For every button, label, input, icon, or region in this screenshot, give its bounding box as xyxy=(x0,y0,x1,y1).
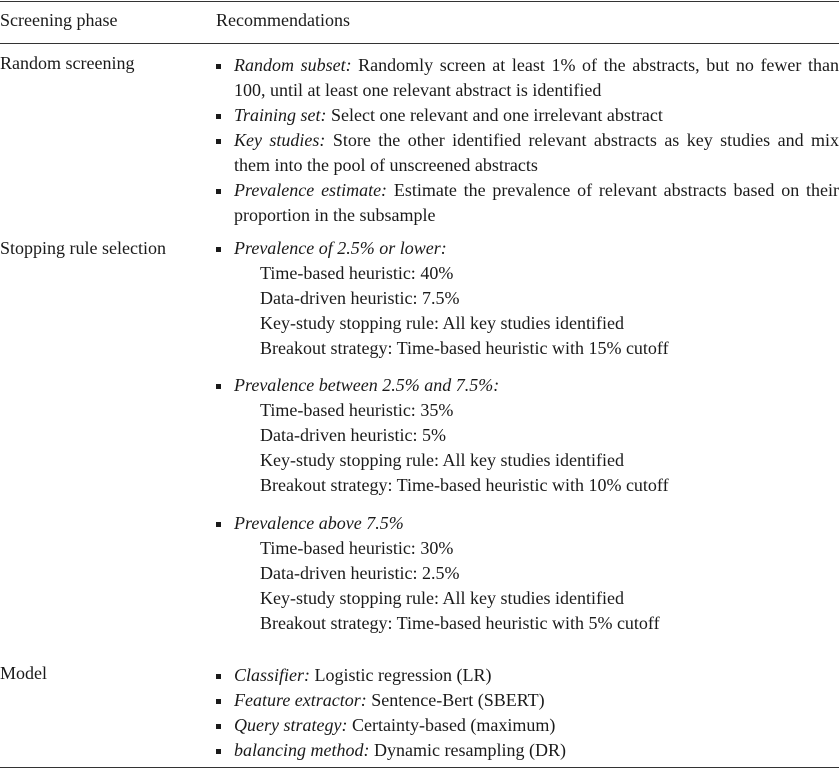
list-item xyxy=(216,713,839,738)
phase-model: Model xyxy=(0,663,47,683)
item-term: Training set: xyxy=(234,105,327,125)
bullet-icon xyxy=(216,663,234,688)
list-item xyxy=(216,53,839,103)
rule-line: Key-study stopping rule: All key studies identified xyxy=(260,313,624,333)
item-term: balancing method: xyxy=(234,740,370,760)
top-rule xyxy=(0,1,839,2)
item-term: Key studies: xyxy=(234,130,326,150)
list-item xyxy=(216,738,839,763)
header-rule xyxy=(0,43,839,44)
item-text: Store the other identified relevant abstracts as key studies and mix them into the pool of unscreened abstracts xyxy=(234,130,839,175)
rule-line: Time-based heuristic: 35% xyxy=(260,400,454,420)
list-item xyxy=(216,103,839,128)
list-item xyxy=(216,128,839,178)
header-screening-phase: Screening phase xyxy=(0,10,118,30)
item-term: Classifier: xyxy=(234,665,311,685)
list-item xyxy=(216,178,839,228)
rule-line: Breakout strategy: Time-based heuristic with 15% cutoff xyxy=(260,338,669,358)
group-term: Prevalence of 2.5% or lower: xyxy=(234,238,447,258)
bullet-icon xyxy=(216,103,234,128)
item-text: Dynamic resampling (DR) xyxy=(373,740,566,760)
bullet-icon xyxy=(216,713,234,738)
list-item xyxy=(216,663,839,688)
item-text: Estimate the prevalence of relevant abstracts based on their proportion in the subsample xyxy=(234,180,839,225)
rule-line: Data-driven heuristic: 7.5% xyxy=(260,288,460,308)
rule-line: Key-study stopping rule: All key studies identified xyxy=(260,588,624,608)
bullet-icon xyxy=(216,373,234,398)
bullet-icon xyxy=(216,688,234,713)
phase-random-screening: Random screening xyxy=(0,53,135,73)
rule-line: Key-study stopping rule: All key studies identified xyxy=(260,450,624,470)
item-term: Random subset: xyxy=(234,55,352,75)
item-text: Logistic regression (LR) xyxy=(314,665,492,685)
bullet-icon xyxy=(216,53,234,78)
bullet-icon xyxy=(216,738,234,763)
group-term: Prevalence above 7.5% xyxy=(234,513,404,533)
bullet-icon xyxy=(216,178,234,203)
item-text: Certainty-based (maximum) xyxy=(351,715,556,735)
bottom-rule xyxy=(0,767,839,768)
item-term: Feature extractor: xyxy=(234,690,367,710)
phase-stopping-rule-selection: Stopping rule selection xyxy=(0,238,166,258)
rule-line: Breakout strategy: Time-based heuristic with 5% cutoff xyxy=(260,613,660,633)
list-item xyxy=(216,236,839,261)
header-recommendations: Recommendations xyxy=(216,10,350,30)
list-item xyxy=(216,688,839,713)
item-text: Sentence-Bert (SBERT) xyxy=(371,690,545,710)
item-text: Select one relevant and one irrelevant abstract xyxy=(331,105,663,125)
bullet-icon xyxy=(216,128,234,153)
rule-line: Data-driven heuristic: 5% xyxy=(260,425,446,445)
rule-line: Time-based heuristic: 40% xyxy=(260,263,454,283)
item-text: Randomly screen at least 1% of the abstracts, but no fewer than 100, until at least one relevant abstract is identified xyxy=(234,55,839,100)
list-item xyxy=(216,373,839,398)
item-term: Prevalence estimate: xyxy=(234,180,388,200)
item-term: Query strategy: xyxy=(234,715,348,735)
group-term: Prevalence between 2.5% and 7.5%: xyxy=(234,375,500,395)
rule-line: Time-based heuristic: 30% xyxy=(260,538,454,558)
bullet-icon xyxy=(216,236,234,261)
rule-line: Breakout strategy: Time-based heuristic with 10% cutoff xyxy=(260,475,669,495)
rule-line: Data-driven heuristic: 2.5% xyxy=(260,563,460,583)
bullet-icon xyxy=(216,511,234,536)
list-item xyxy=(216,511,839,536)
